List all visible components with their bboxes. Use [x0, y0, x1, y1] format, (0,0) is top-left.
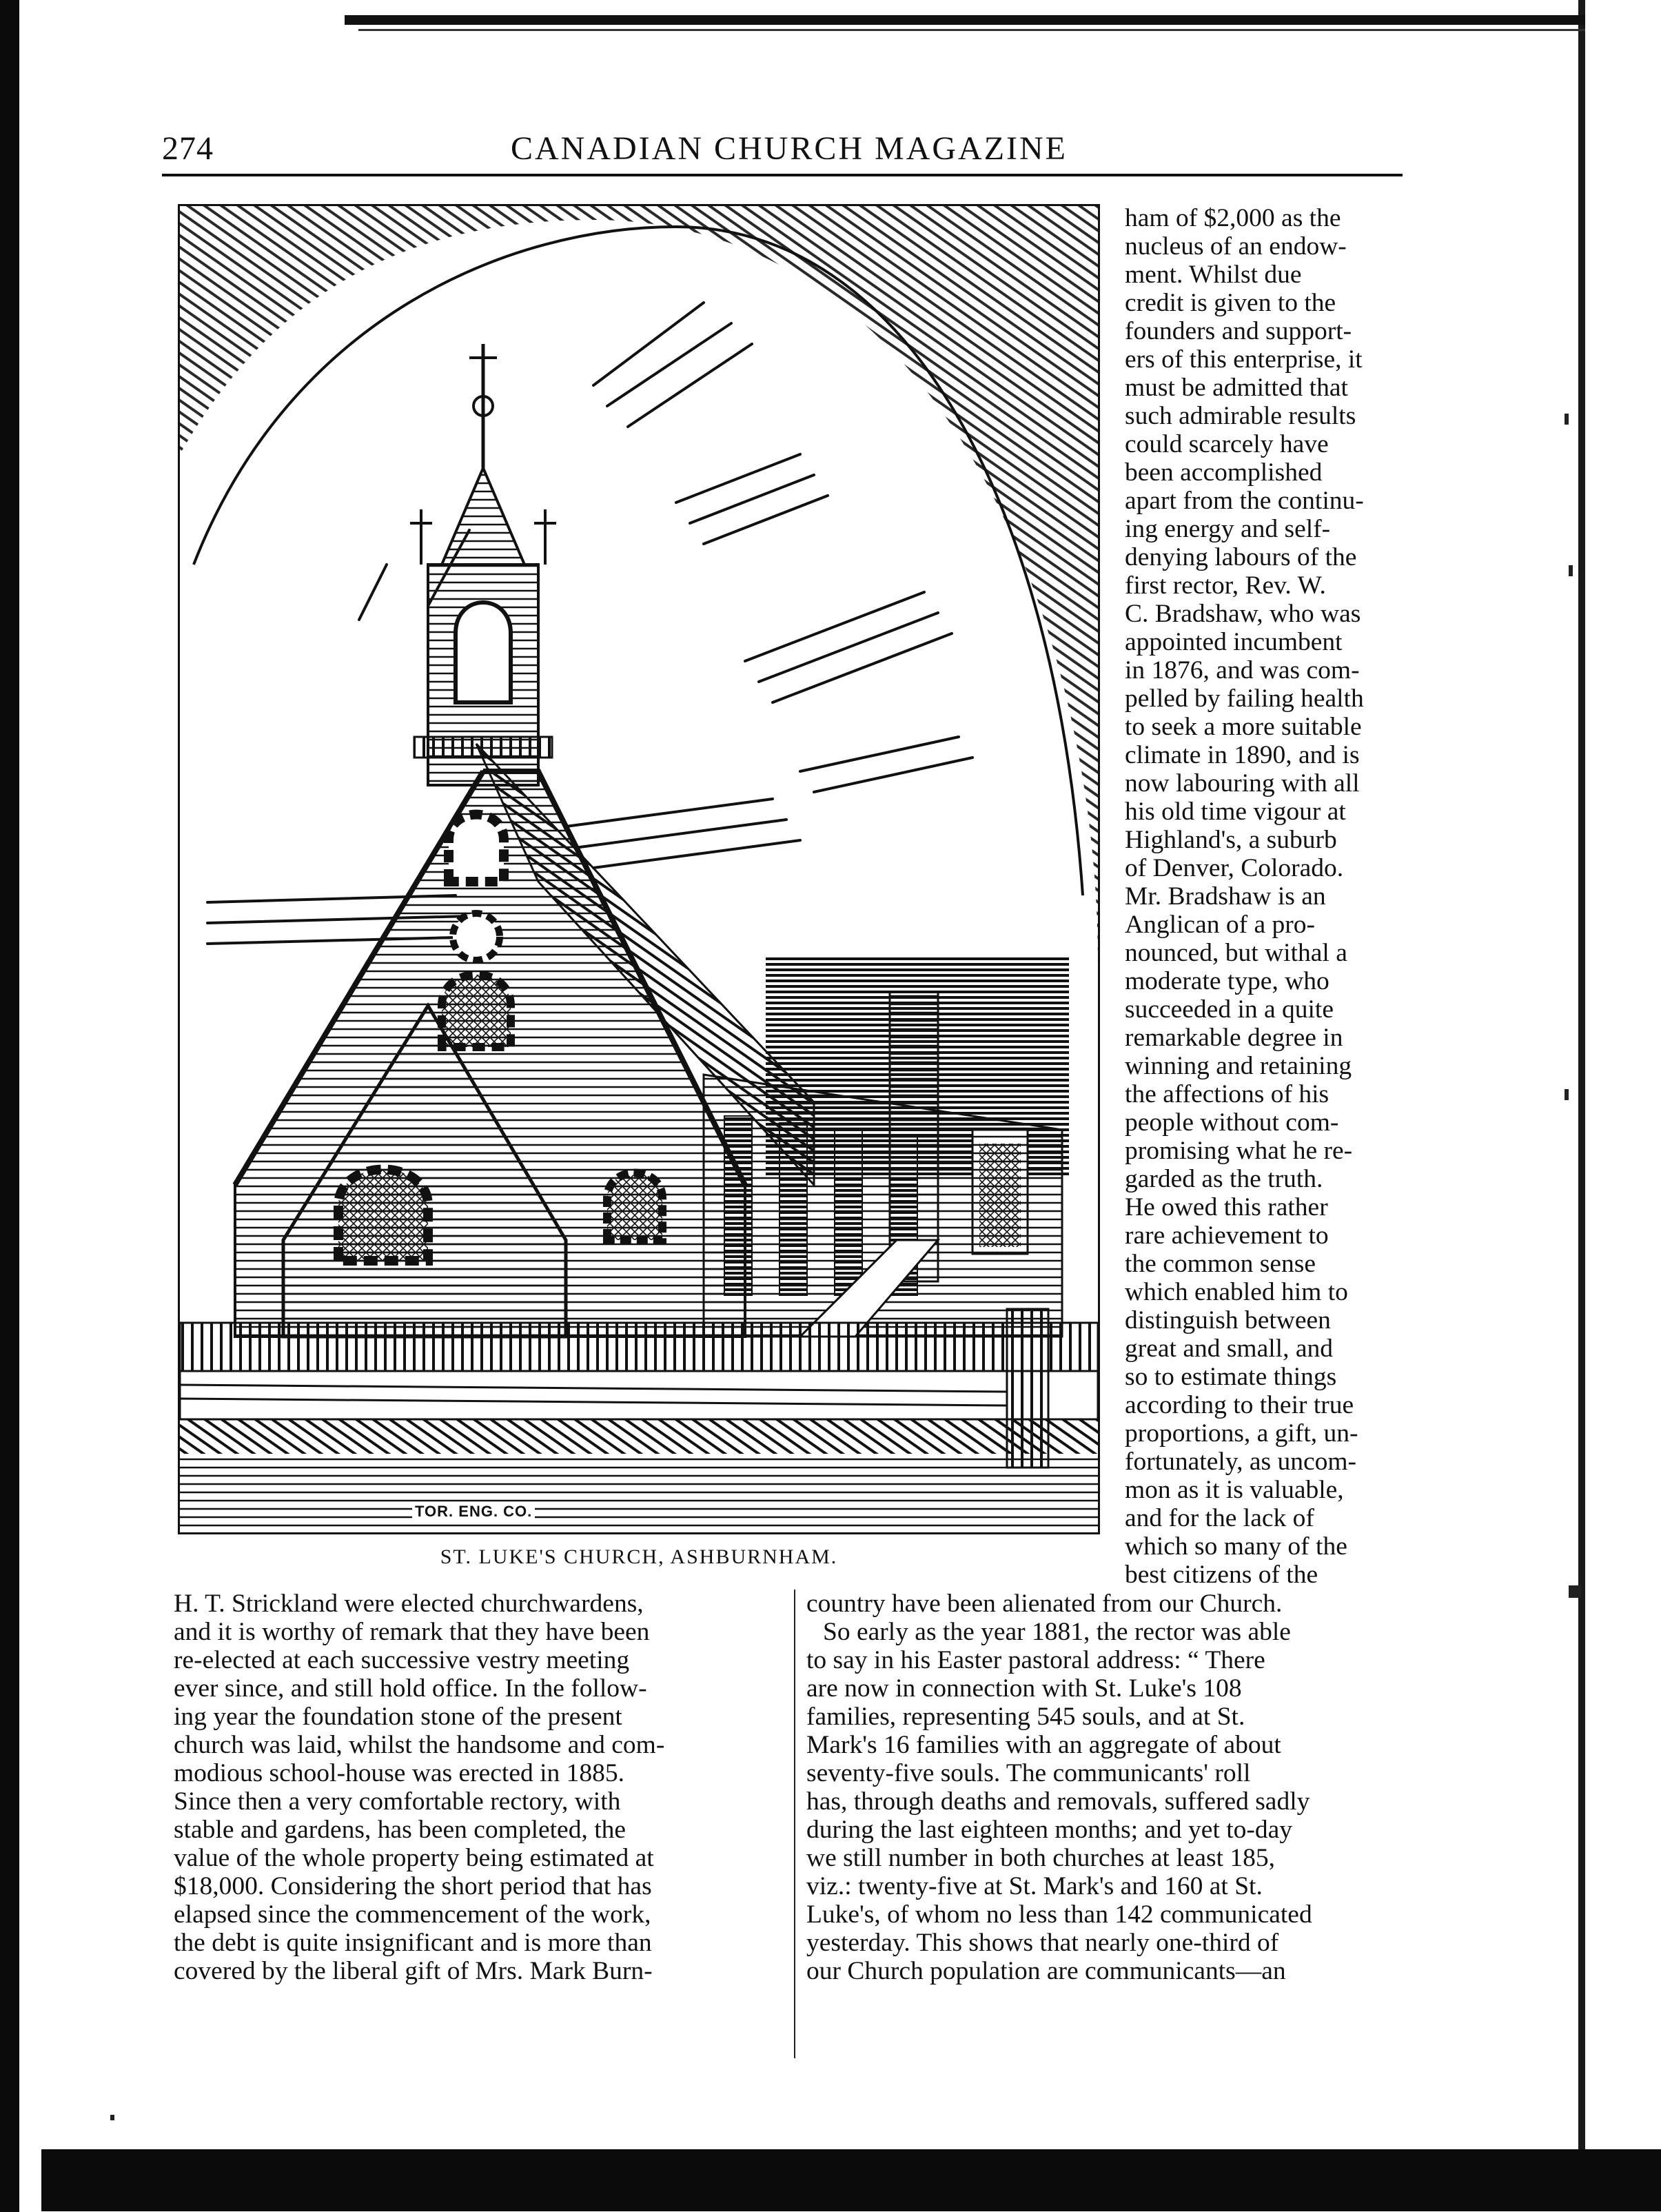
text-line: in 1876, and was com- — [1125, 656, 1360, 684]
running-head: CANADIAN CHURCH MAGAZINE — [511, 130, 1068, 167]
text-line: credit is given to the — [1125, 289, 1336, 317]
scan-edge-right — [1578, 0, 1585, 2158]
text-line: of Denver, Colorado. — [1125, 854, 1344, 882]
text-line: apart from the continu- — [1125, 487, 1364, 515]
text-line: founders and support- — [1125, 317, 1352, 345]
text-line: the debt is quite insignificant and is more than — [174, 1929, 652, 1957]
text-line: are now in connection with St. Luke's 108 — [806, 1674, 1242, 1703]
text-line: the common sense — [1125, 1250, 1316, 1278]
text-line: ment. Whilst due — [1125, 261, 1302, 289]
text-line: value of the whole property being estimated at — [174, 1844, 654, 1872]
page-number: 274 — [162, 130, 214, 167]
church-engraving — [178, 204, 1100, 1534]
engraver-mark: TOR. ENG. CO. — [412, 1503, 535, 1521]
text-line: distinguish between — [1125, 1306, 1331, 1335]
text-line: which so many of the — [1125, 1532, 1347, 1561]
text-line: so to estimate things — [1125, 1363, 1337, 1391]
text-line: and for the lack of — [1125, 1504, 1314, 1532]
text-line: his old time vigour at — [1125, 798, 1346, 826]
text-line: pelled by failing health — [1125, 684, 1364, 713]
text-line: according to their true — [1125, 1391, 1354, 1419]
text-line: ing energy and self- — [1125, 515, 1331, 543]
text-line: covered by the liberal gift of Mrs. Mark Burn- — [174, 1957, 653, 1985]
figure-caption: ST. LUKE'S CHURCH, ASHBURNHAM. — [440, 1545, 838, 1568]
text-line: nucleus of an endow- — [1125, 232, 1347, 261]
text-line: country have been alienated from our Church. — [806, 1590, 1283, 1618]
text-line: stable and gardens, has been completed, the — [174, 1816, 626, 1844]
scan-speck — [1565, 1089, 1569, 1100]
text-line: climate in 1890, and is — [1125, 741, 1360, 769]
text-line: ever since, and still hold office. In the follow- — [174, 1674, 647, 1703]
text-line: elapsed since the commencement of the work, — [174, 1900, 651, 1929]
column-divider — [794, 1590, 795, 2058]
top-edge-thin-rule — [358, 29, 1585, 31]
text-line: the affections of his — [1125, 1080, 1329, 1108]
text-line: modious school-house was erected in 1885. — [174, 1759, 625, 1787]
text-line: succeeded in a quite — [1125, 995, 1334, 1024]
text-line: Mr. Bradshaw is an — [1125, 882, 1326, 911]
text-line: Highland's, a suburb — [1125, 826, 1337, 854]
text-line: such admirable results — [1125, 402, 1356, 430]
scan-speck — [110, 2115, 114, 2120]
header-rule — [162, 174, 1403, 176]
text-line: yesterday. This shows that nearly one-third of — [806, 1929, 1279, 1957]
text-line: remarkable degree in — [1125, 1024, 1343, 1052]
text-line: people without com- — [1125, 1108, 1339, 1137]
text-line: mon as it is valuable, — [1125, 1476, 1344, 1504]
text-line: during the last eighteen months; and yet to-day — [806, 1816, 1293, 1844]
scan-speck — [1569, 1585, 1581, 1598]
text-line: best citizens of the — [1125, 1561, 1318, 1589]
text-line: So early as the year 1881, the rector was able — [823, 1618, 1291, 1646]
text-line: Mark's 16 families with an aggregate of about — [806, 1731, 1281, 1759]
text-line: great and small, and — [1125, 1335, 1333, 1363]
text-line: garded as the truth. — [1125, 1165, 1323, 1193]
text-line: denying labours of the — [1125, 543, 1357, 571]
text-line: fortunately, as uncom- — [1125, 1448, 1356, 1476]
text-line: seventy-five souls. The communicants' roll — [806, 1759, 1251, 1787]
text-line: nounced, but withal a — [1125, 939, 1347, 967]
text-line: and it is worthy of remark that they have been — [174, 1618, 650, 1646]
text-line: first rector, Rev. W. — [1125, 571, 1326, 600]
scan-speck — [1569, 565, 1573, 576]
right-column-text — [1125, 204, 1409, 1589]
scan-speck — [1565, 414, 1569, 425]
text-line: must be admitted that — [1125, 374, 1348, 402]
text-line: H. T. Strickland were elected churchwardens, — [174, 1590, 644, 1618]
text-line: Anglican of a pro- — [1125, 911, 1315, 939]
text-line: promising what he re- — [1125, 1137, 1353, 1165]
text-line: Since then a very comfortable rectory, with — [174, 1787, 621, 1816]
text-line: ing year the foundation stone of the present — [174, 1703, 622, 1731]
scan-edge-bottom — [41, 2149, 1661, 2211]
text-line: been accomplished — [1125, 458, 1323, 487]
text-line: to seek a more suitable — [1125, 713, 1362, 741]
text-line: ers of this enterprise, it — [1125, 345, 1363, 374]
text-line: viz.: twenty-five at St. Mark's and 160 at St. — [806, 1872, 1263, 1900]
middle-column-text — [806, 1590, 1413, 1985]
text-line: Luke's, of whom no less than 142 communicated — [806, 1900, 1312, 1929]
text-line: He owed this rather — [1125, 1193, 1328, 1221]
text-line: proportions, a gift, un- — [1125, 1419, 1358, 1448]
text-line: rare achievement to — [1125, 1221, 1329, 1250]
text-line: families, representing 545 souls, and at St. — [806, 1703, 1245, 1731]
text-line: moderate type, who — [1125, 967, 1329, 995]
text-line: we still number in both churches at least 185, — [806, 1844, 1276, 1872]
top-edge-rule — [345, 15, 1585, 25]
text-line: church was laid, whilst the handsome and com- — [174, 1731, 665, 1759]
text-line: to say in his Easter pastoral address: “ There — [806, 1646, 1265, 1674]
text-line: which enabled him to — [1125, 1278, 1348, 1306]
text-line: has, through deaths and removals, suffered sadly — [806, 1787, 1310, 1816]
text-line: re-elected at each successive vestry meeting — [174, 1646, 630, 1674]
text-line: $18,000. Considering the short period that has — [174, 1872, 652, 1900]
text-line: appointed incumbent — [1125, 628, 1343, 656]
text-line: C. Bradshaw, who was — [1125, 600, 1361, 628]
text-line: our Church population are communicants—an — [806, 1957, 1286, 1985]
text-line: winning and retaining — [1125, 1052, 1352, 1080]
left-column-text — [174, 1590, 782, 1985]
text-line: now labouring with all — [1125, 769, 1360, 798]
text-line: ham of $2,000 as the — [1125, 204, 1341, 232]
text-line: could scarcely have — [1125, 430, 1329, 458]
scan-edge-left — [0, 0, 19, 2212]
